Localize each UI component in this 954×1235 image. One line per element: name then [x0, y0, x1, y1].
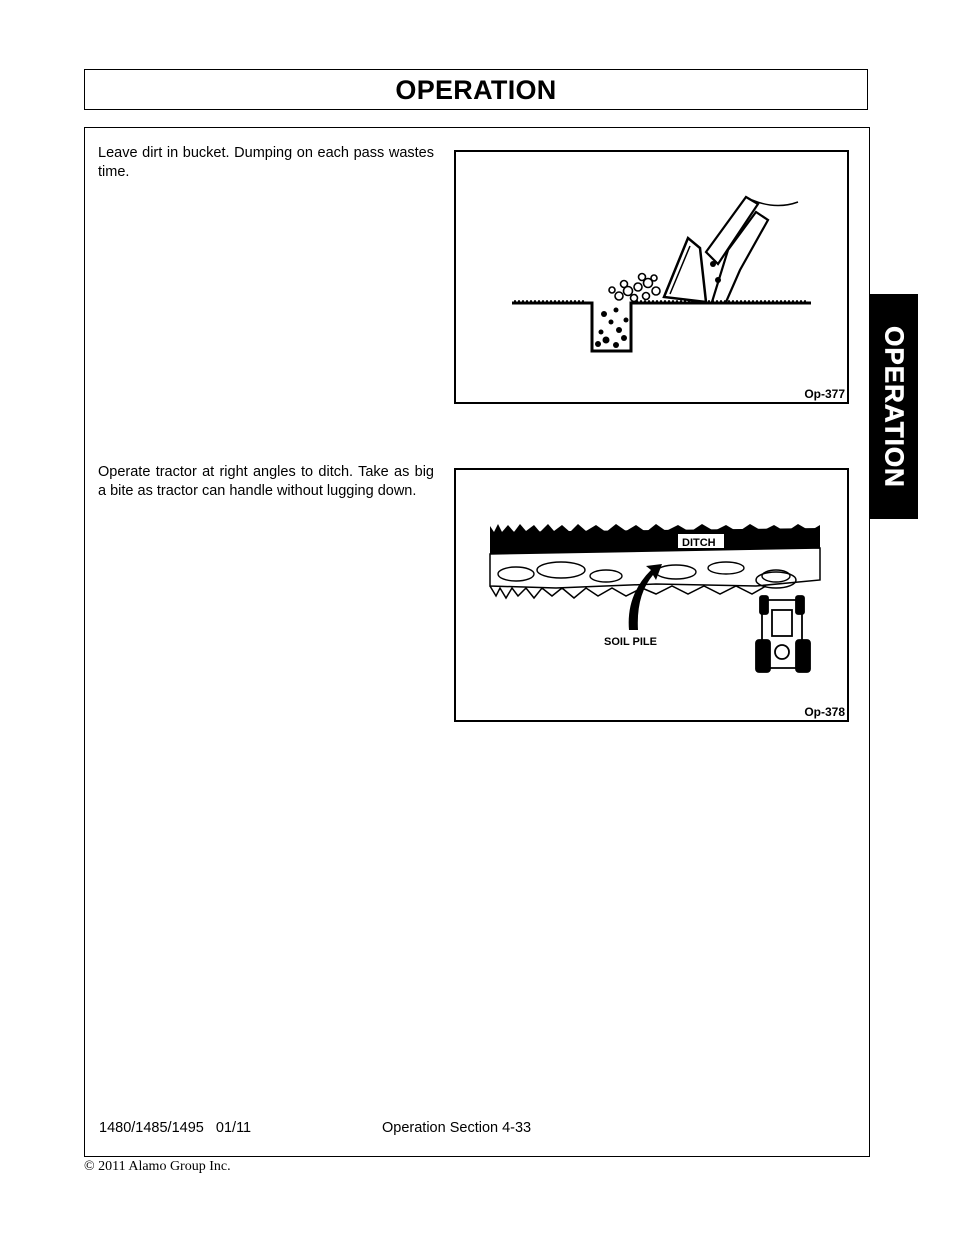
footer-model: 1480/1485/1495 01/11: [99, 1120, 252, 1136]
bucket-ditch-illustration: [456, 152, 847, 402]
figure-label: Op-378: [804, 705, 845, 719]
soil-pile-callout: SOIL PILE: [604, 636, 657, 648]
footer-section: Operation Section 4-33: [382, 1120, 532, 1136]
instruction-text-1: Leave dirt in bucket. Dumping on each pass wastes time.: [98, 145, 434, 180]
ditch-top-view-illustration: [456, 470, 847, 720]
figure-op-378: [454, 468, 849, 722]
side-tab: [869, 294, 918, 519]
figure-label: Op-377: [804, 387, 845, 401]
copyright: © 2011 Alamo Group Inc.: [84, 1159, 231, 1174]
ditch-callout: DITCH: [682, 537, 716, 549]
side-tab-label: OPERATION: [879, 325, 909, 488]
header-box: [84, 69, 868, 110]
instruction-text-2: Operate tractor at right angles to ditch. Take as big a bite as tractor can handle without lugging down.: [98, 464, 434, 499]
page-title: OPERATION: [395, 75, 557, 105]
figure-op-377: [454, 150, 849, 404]
